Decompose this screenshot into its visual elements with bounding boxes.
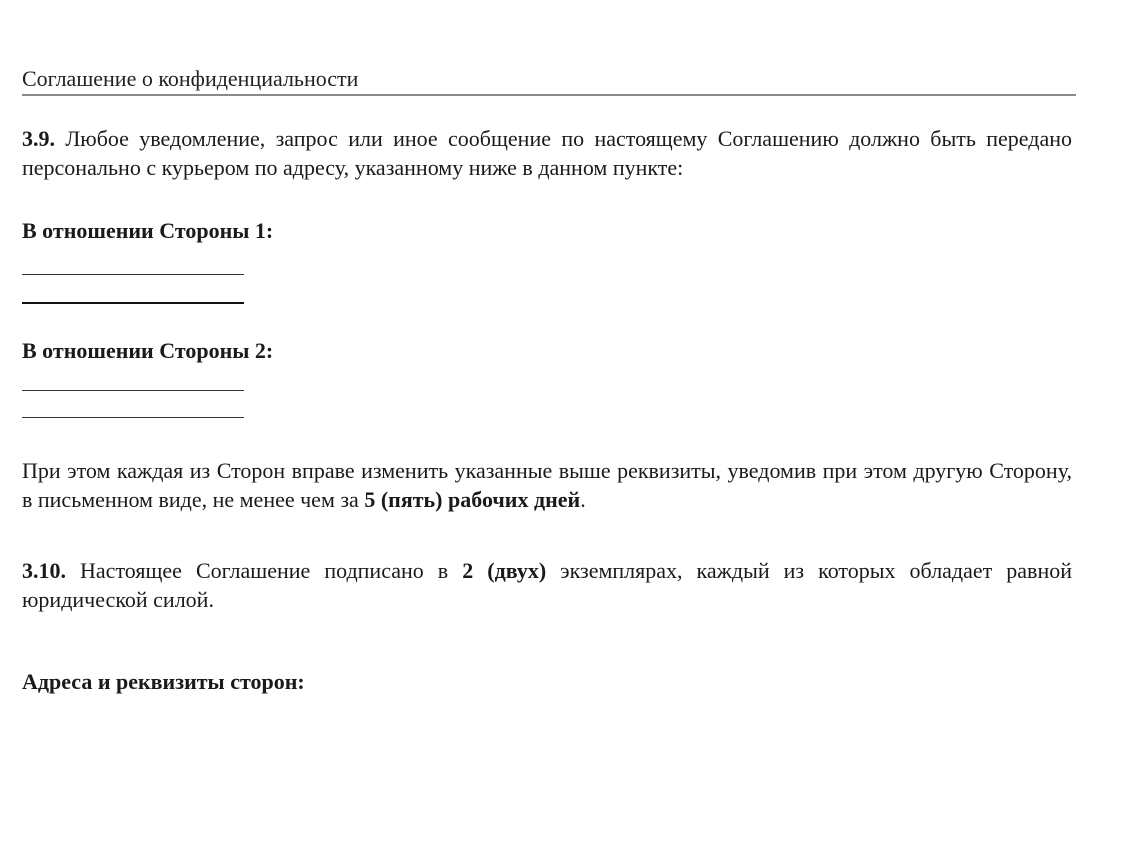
clause-3-10-number: 3.10.	[22, 558, 66, 583]
clause-3-10-text-before: Настоящее Соглашение подписано в	[66, 558, 463, 583]
clause-3-10	[22, 556, 1072, 614]
header-divider	[22, 94, 1076, 96]
clause-3-10-text-after: экземплярах, каждый из которых обладает равной юридической силой.	[22, 558, 1072, 612]
change-notice-paragraph	[22, 456, 1072, 514]
party2-heading: В отношении Стороны 2:	[22, 338, 274, 363]
clause-3-9	[22, 124, 1072, 182]
clause-3-9-number: 3.9.	[22, 126, 55, 151]
change-notice-bold-term: 5 (пять) рабочих дней	[364, 487, 581, 512]
change-notice-text-before: При этом каждая из Сторон вправе изменить указанные выше реквизиты, уведомив при этом другую Сторону, в письменном виде, не менее чем за	[22, 458, 1072, 512]
party2-blank-line-1	[22, 390, 244, 391]
party1-blank-line-2	[22, 302, 244, 304]
party1-heading: В отношении Стороны 1:	[22, 218, 274, 243]
addresses-heading: Адреса и реквизиты сторон:	[22, 669, 305, 694]
clause-3-9-text: Любое уведомление, запрос или иное сообщение по настоящему Соглашению должно быть передано персонально с курьером по адресу, указанному ниже в данном пункте:	[22, 126, 1073, 180]
party2-blank-line-2	[22, 417, 244, 418]
page-header-title: Соглашение о конфиденциальности	[22, 66, 359, 91]
change-notice-text-after: .	[580, 487, 586, 512]
party1-blank-line-1	[22, 274, 244, 275]
clause-3-10-bold-count: 2 (двух)	[462, 558, 547, 583]
